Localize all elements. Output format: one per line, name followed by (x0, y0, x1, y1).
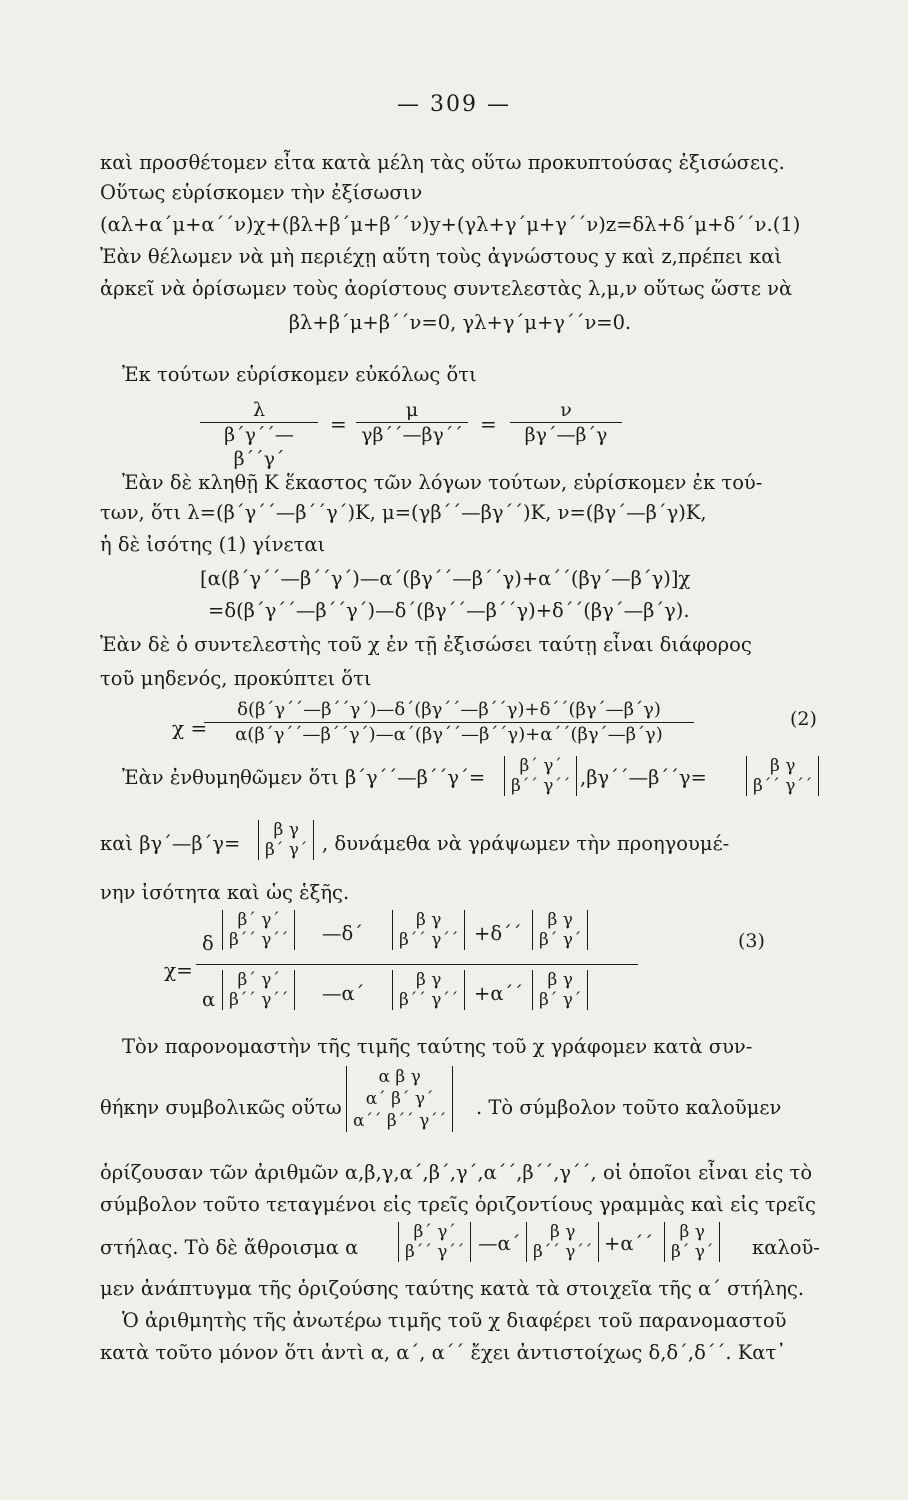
page-number: — 309 — (397, 92, 511, 117)
text-line: σύμβολον τοῦτο τεταγμένοι εἰς τρεῖς ὁριζοντίους γραμμὰς καὶ εἰς τρεῖς (100, 1193, 816, 1216)
determinant-2x2: β΄ γ΄ β΄΄ γ΄΄ (222, 970, 295, 1010)
fraction-lambda (200, 398, 318, 471)
text-line: των, ὅτι λ=(β΄γ΄΄—β΄΄γ΄)Κ, μ=(γβ΄΄—βγ΄΄)Κ, ν=(βγ΄—β΄γ)Κ, (100, 501, 707, 524)
formula-lhs: χ= (164, 958, 193, 982)
text-line: τοῦ μηδενός, προκύπτει ὅτι (100, 667, 372, 690)
text-line: καὶ προσθέτομεν εἶτα κατὰ μέλη τὰς οὕτω προκυπτούσας ἐξισώσεις. (100, 151, 785, 174)
fraction-nu (510, 398, 622, 447)
text-line: νην ἰσότητα καὶ ὡς ἑξῆς. (100, 881, 350, 904)
text-line: Ὁ ἀριθμητὴς τῆς ἀνωτέρω τιμῆς τοῦ χ διαφέρει τοῦ παρανομαστοῦ (122, 1309, 787, 1332)
determinant-2x2: β γ β΄ γ΄ (258, 820, 314, 860)
equation-number: (3) (738, 930, 765, 952)
text-line: Τὸν παρονομαστὴν τῆς τιμῆς ταύτης τοῦ χ γράφομεν κατὰ συν- (122, 1035, 753, 1058)
equation-number: (2) (790, 708, 817, 730)
equation-line: [α(β΄γ΄΄—β΄΄γ΄)—α΄(βγ΄΄—β΄΄γ)+α΄΄(βγ΄—β΄γ)]χ (200, 567, 691, 590)
numerator: ν (510, 398, 622, 423)
determinant-3x3: α β γ α΄ β΄ γ΄ α΄΄ β΄΄ γ΄΄ (346, 1066, 453, 1132)
text-segment: , δυνάμεθα νὰ γράψωμεν τὴν προηγουμέ- (322, 832, 730, 855)
numerator: μ (356, 398, 468, 423)
denominator: α(β΄γ΄΄—β΄΄γ΄)—α΄(βγ΄΄—β΄΄γ)+α΄΄(βγ΄—β΄γ) (235, 724, 663, 745)
determinant-2x2: β΄ γ΄ β΄΄ γ΄΄ (504, 756, 577, 796)
text-line: καὶ βγ΄—β΄γ= (100, 832, 241, 855)
fraction-bar (196, 964, 638, 965)
determinant-2x2: β γ β΄΄ γ΄΄ (392, 970, 465, 1010)
text-segment: στήλας. Τὸ δὲ ἄθροισμα α (100, 1236, 359, 1259)
equation-1: (αλ+α΄μ+α΄΄ν)χ+(βλ+β΄μ+β΄΄ν)y+(γλ+γ΄μ+γ΄΄ν)z=δλ+δ΄μ+δ΄΄ν.(1) (100, 213, 801, 236)
formula-lhs: χ = (172, 716, 208, 740)
book-page: — 309 — καὶ προσθέτομεν εἶτα κατὰ μέλη τὰς οὕτω προκυπτούσας ἐξισώσεις. Οὕτως εὑρίσκομεν τὴν ἐξίσωσιν (αλ+α΄μ+α΄΄ν)χ+(βλ+β΄μ+β΄΄ν)y+(γλ+γ΄μ+γ΄΄ν)z=δλ+δ΄μ+δ΄΄ν.(1) Ἐὰν θέλωμεν νὰ μὴ περιέχῃ αὕτη τοὺς ἀγνώστους y καὶ z,πρέπει καὶ ἀρκεῖ νὰ ὁρίσωμεν τοὺς ἀορίστους συντελεστὰς λ,μ,ν οὕτως ὥστε νὰ βλ+β΄μ+β΄΄ν=0, γλ+γ΄μ+γ΄΄ν=0. Ἐκ τούτων εὑρίσκομεν εὐκόλως ὅτι $\frac{\lambda}{\beta΄\gamma΄΄—\beta΄΄\gamma΄}$ = $\frac{\mu}{\gamma\beta΄΄—\beta\gamma΄΄}$ = $\frac{\nu}{\beta\gamma΄—\beta΄\gamma}$ Ἐὰν δὲ κληθῇ Κ ἕκαστος τῶν λόγων τούτων, εὑρίσκομεν ἐκ τού- των, ὅτι λ=(β΄γ΄΄—β΄΄γ΄)Κ, μ=(γβ΄΄—βγ΄΄)Κ, ν=(βγ΄—β΄γ)Κ, ἡ δὲ ἰσότης (1) γίνεται [α(β΄γ΄΄—β΄΄γ΄)—α΄(βγ΄΄—β΄΄γ)+α΄΄(βγ΄—β΄γ)]χ =δ(β΄γ΄΄—β΄΄γ΄)—δ΄(βγ΄΄—β΄΄γ)+δ΄΄(βγ΄—β΄γ). Ἐὰν δὲ ὁ συντελεστὴς τοῦ χ ἐν τῇ ἐξισώσει ταύτῃ εἶναι διάφορος τοῦ μηδενός, προκύπτει ὅτι χ = $\frac{\delta(\beta΄\gamma΄΄—\beta΄΄\gamma΄)—\delta΄(\beta\gamma΄΄—\beta΄΄\gamma)+\delta΄΄(\beta\gamma΄—\beta΄\gamma)}{\alpha(\beta΄\gamma΄΄—\beta΄΄\gamma΄)—\alpha΄(\beta\gamma΄΄—\beta΄΄\gamma)+\alpha΄΄(\beta\gamma΄—\beta΄\gamma)}$ (2) Ἐὰν ἐνθυμηθῶμεν ὅτι β΄γ΄΄—β΄΄γ΄= β΄ γ΄ β΄΄ γ΄΄ ,βγ΄΄—β΄΄γ= β γ β΄΄ γ΄΄ καὶ βγ΄—β΄γ= β γ β΄ γ΄ , δυνάμεθα νὰ γράψωμεν τὴν προηγουμέ- νην ἰσότητα καὶ ὡς ἑξῆς. χ= δ β΄ γ΄ β΄΄ γ΄΄ —δ΄ β γ β΄΄ γ΄΄ +δ΄΄ β γ β΄ γ΄ (3) α β΄ γ΄ β΄΄ γ΄΄ —α΄ β γ β΄΄ γ΄΄ +α΄΄ β γ β΄ γ΄ Τὸν παρονομαστὴν τῆς τιμῆς ταύτης τοῦ χ γράφομεν κατὰ συν- θήκην συμβολικῶς οὕτω α β γ α΄ β΄ γ΄ α΄΄ β΄΄ γ΄΄ . Τὸ σύμβολον τοῦτο καλοῦμεν ὁρίζουσαν τῶν ἀριθμῶν α,β,γ,α΄,β΄,γ΄,α΄΄,β΄΄,γ΄΄, οἱ ὁποῖοι εἶναι εἰς τὸ σύμβολον τοῦτο τεταγμένοι εἰς τρεῖς ὁριζοντίους γραμμὰς καὶ εἰς τρεῖς στήλας. Τὸ δὲ ἄθροισμα α β΄ γ΄ β΄΄ γ΄΄ —α΄ β γ β΄΄ γ΄΄ +α΄΄ β γ β΄ γ΄ καλοῦ- μεν ἀνάπτυγμα τῆς ὁριζούσης ταύτης κατὰ τὰ στοιχεῖα τῆς α΄ στήλης. Ὁ ἀριθμητὴς τῆς ἀνωτέρω τιμῆς τοῦ χ διαφέρει τοῦ παρανομαστοῦ κατὰ τοῦτο μόνον ὅτι ἀντὶ α, α΄, α΄΄ ἔχει ἀντιστοίχως δ,δ΄,δ΄΄. Κατ᾽ (0, 0, 908, 1500)
numerator: δ(β΄γ΄΄—β΄΄γ΄)—δ΄(βγ΄΄—β΄΄γ)+δ΄΄(βγ΄—β΄γ) (204, 698, 694, 723)
text-line: Ἐὰν θέλωμεν νὰ μὴ περιέχῃ αὕτη τοὺς ἀγνώστους y καὶ z,πρέπει καὶ (100, 245, 783, 268)
denominator: γβ΄΄—βγ΄΄ (361, 424, 463, 446)
equation-line: =δ(β΄γ΄΄—β΄΄γ΄)—δ΄(βγ΄΄—β΄΄γ)+δ΄΄(βγ΄—β΄γ). (208, 599, 690, 622)
determinant-2x2: β γ β΄ γ΄ (664, 1222, 720, 1262)
text-line: Ἐκ τούτων εὑρίσκομεν εὐκόλως ὅτι (122, 363, 477, 386)
text-line: ἀρκεῖ νὰ ὁρίσωμεν τοὺς ἀορίστους συντελεστὰς λ,μ,ν οὕτως ὥστε νὰ (100, 277, 793, 300)
fraction-mu (356, 398, 468, 447)
text-segment: ,βγ΄΄—β΄΄γ= (580, 766, 707, 789)
equals-sign: = (330, 412, 347, 436)
text-line: Ἐὰν δὲ ὁ συντελεστὴς τοῦ χ ἐν τῇ ἐξισώσει ταύτῃ εἶναι διάφορος (100, 633, 752, 656)
denominator: βγ΄—β΄γ (524, 424, 608, 446)
determinant-2x2: β γ β΄ γ΄ (532, 910, 588, 950)
determinant-2x2: β γ β΄΄ γ΄΄ (392, 910, 465, 950)
determinant-2x2: β γ β΄΄ γ΄΄ (746, 756, 819, 796)
text-segment: καλοῦ- (752, 1236, 820, 1259)
text-line: Ἐὰν ἐνθυμηθῶμεν ὅτι β΄γ΄΄—β΄΄γ΄= (122, 766, 486, 789)
text-line: Ἐὰν δὲ κληθῇ Κ ἕκαστος τῶν λόγων τούτων, εὑρίσκομεν ἐκ τού- (122, 471, 763, 494)
equals-sign: = (480, 412, 497, 436)
determinant-2x2: β΄ γ΄ β΄΄ γ΄΄ (398, 1222, 471, 1262)
text-line: κατὰ τοῦτο μόνον ὅτι ἀντὶ α, α΄, α΄΄ ἔχει ἀντιστοίχως δ,δ΄,δ΄΄. Κατ᾽ (100, 1341, 786, 1364)
text-line: ἡ δὲ ἰσότης (1) γίνεται (100, 533, 326, 556)
text-segment: . Τὸ σύμβολον τοῦτο καλοῦμεν (476, 1096, 782, 1119)
determinant-2x2: β γ β΄΄ γ΄΄ (526, 1222, 599, 1262)
equation-line: βλ+β΄μ+β΄΄ν=0, γλ+γ΄μ+γ΄΄ν=0. (288, 311, 632, 334)
text-line: μεν ἀνάπτυγμα τῆς ὁριζούσης ταύτης κατὰ τὰ στοιχεῖα τῆς α΄ στήλης. (100, 1277, 805, 1300)
determinant-2x2: β γ β΄ γ΄ (532, 970, 588, 1010)
text-segment: θήκην συμβολικῶς οὕτω (100, 1096, 342, 1119)
text-line: Οὕτως εὑρίσκομεν τὴν ἐξίσωσιν (100, 181, 423, 204)
text-line: ὁρίζουσαν τῶν ἀριθμῶν α,β,γ,α΄,β΄,γ΄,α΄΄,β΄΄,γ΄΄, οἱ ὁποῖοι εἶναι εἰς τὸ (100, 1161, 813, 1184)
fraction-x (204, 698, 694, 747)
numerator: λ (200, 398, 318, 423)
denominator: β΄γ΄΄—β΄΄γ΄ (224, 424, 294, 470)
determinant-2x2: β΄ γ΄ β΄΄ γ΄΄ (222, 910, 295, 950)
